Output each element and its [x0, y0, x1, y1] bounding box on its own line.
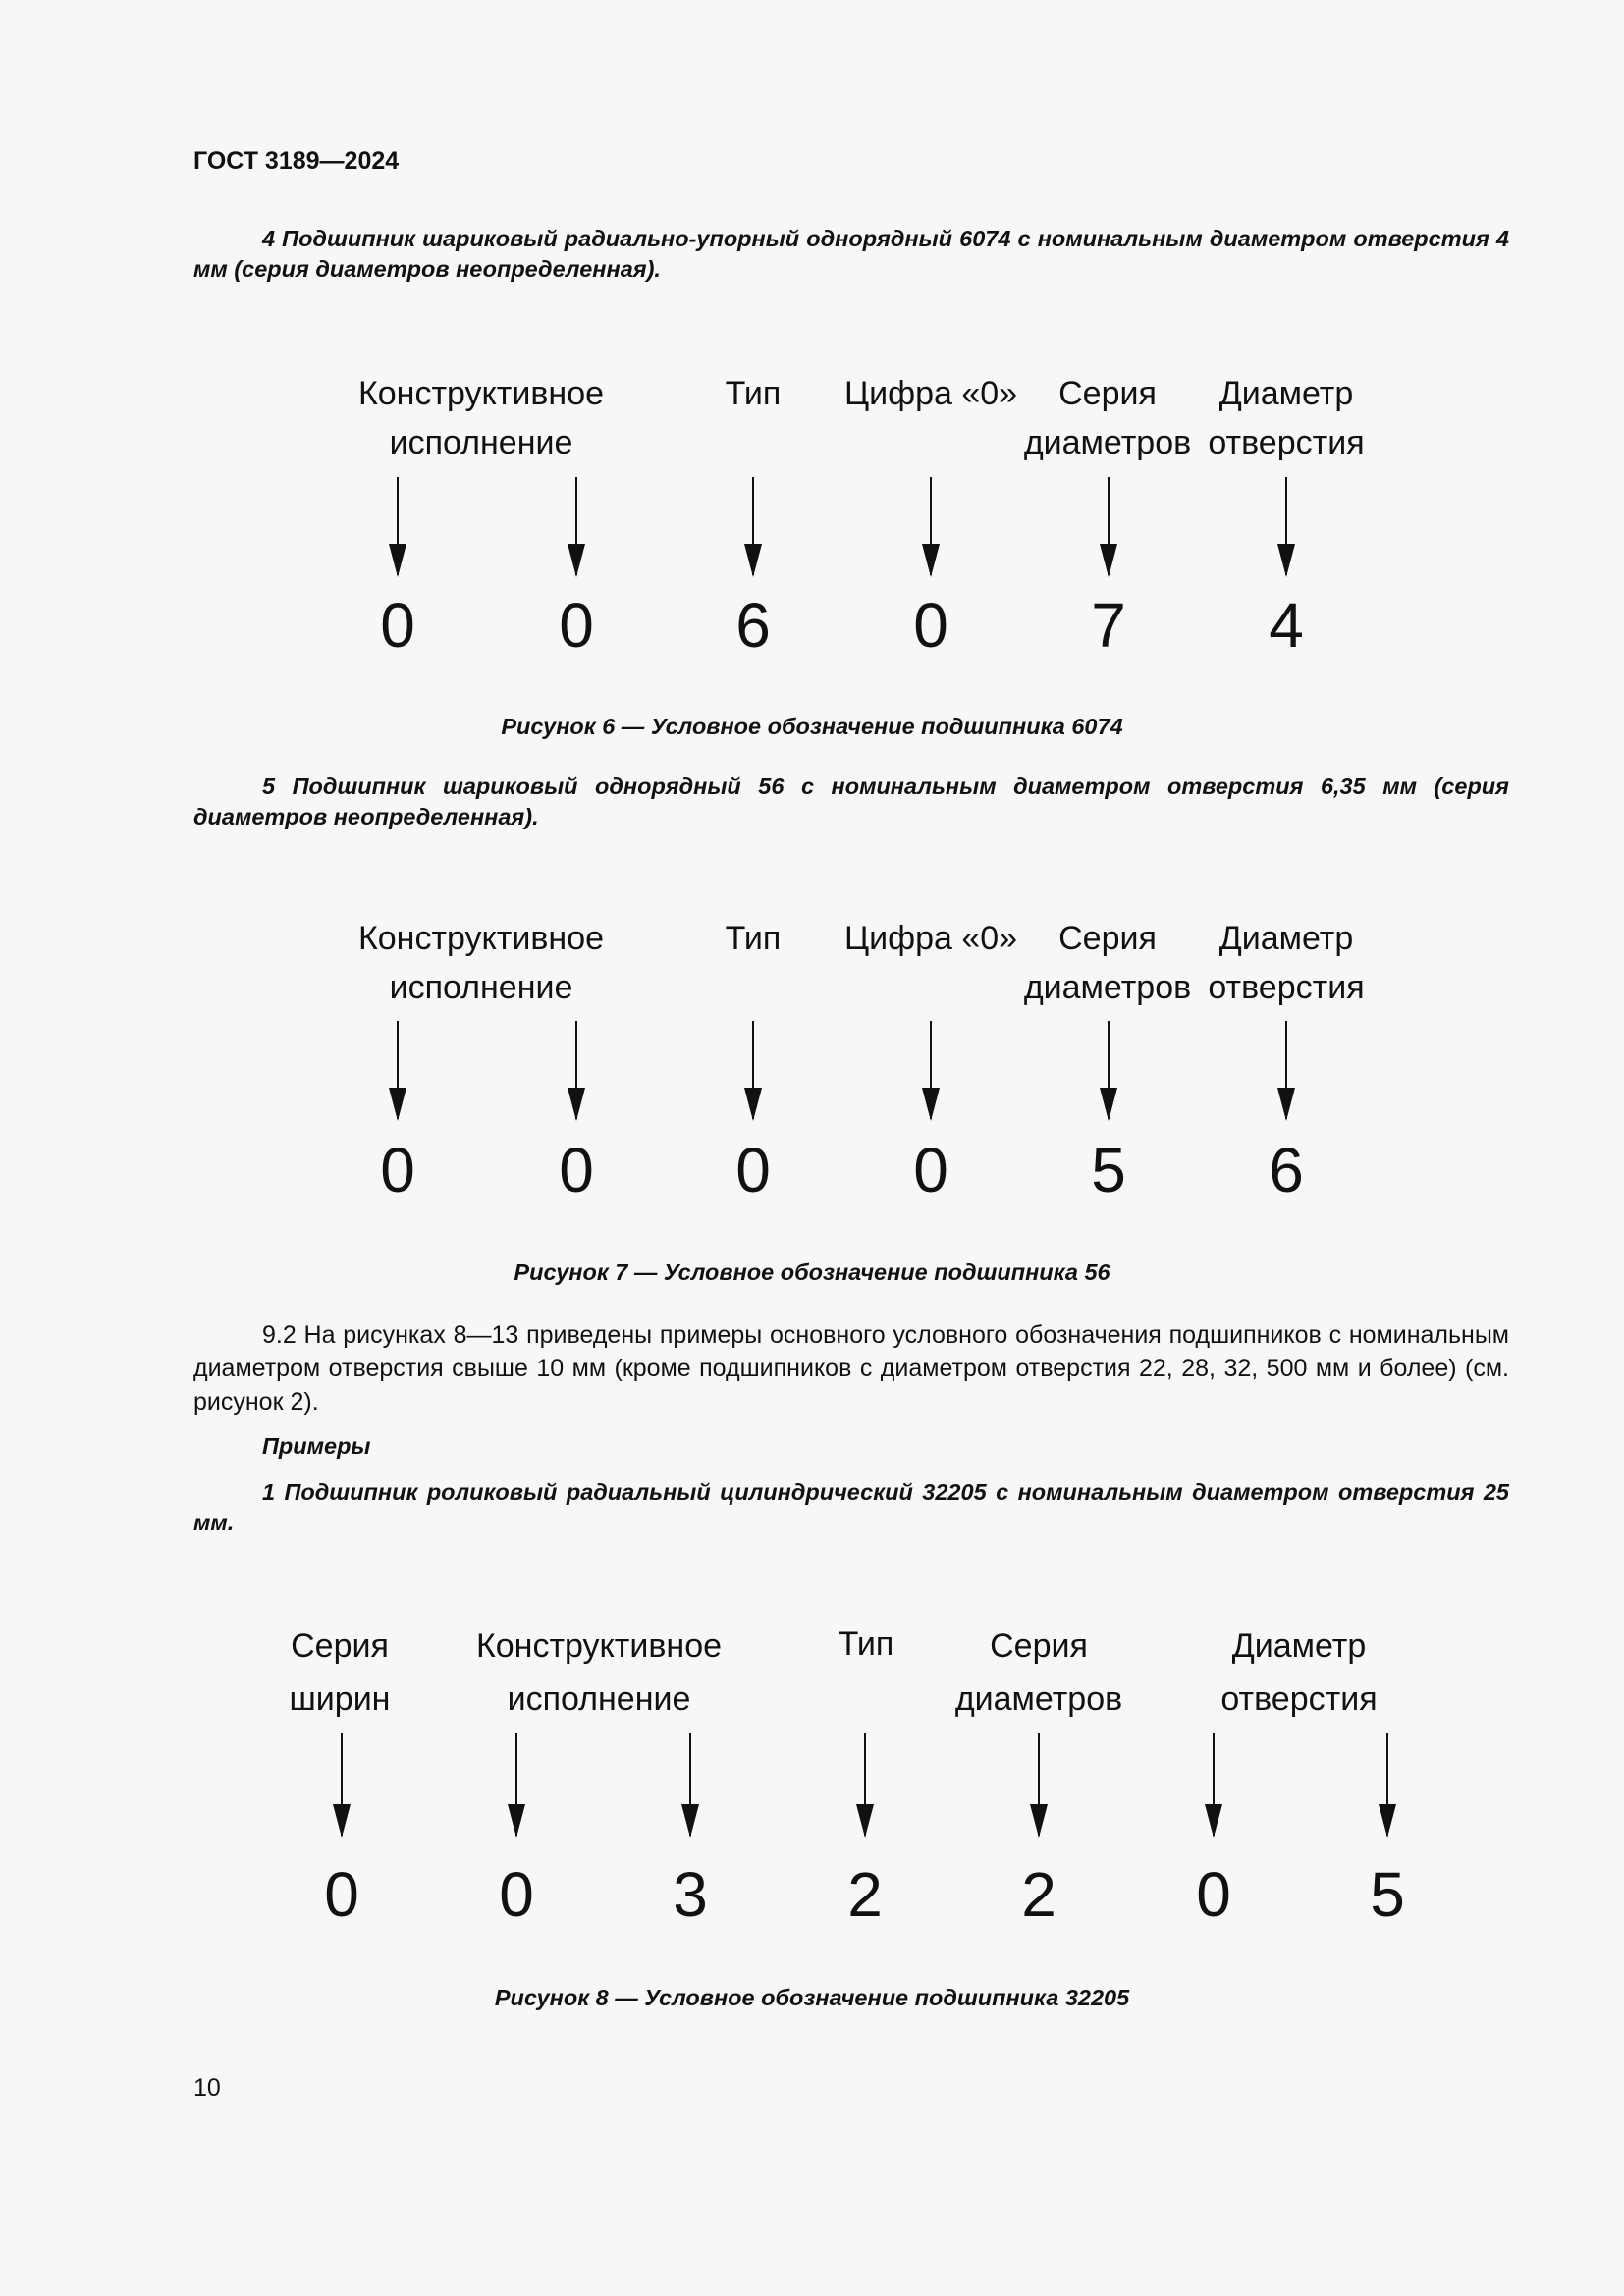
arrow-down-icon [341, 1733, 343, 1836]
digit: 0 [559, 1135, 594, 1205]
label-cifra-0: Цифра «0» [843, 375, 1018, 412]
digit: 0 [324, 1859, 359, 1930]
digit: 0 [913, 590, 948, 661]
label-konstruktivnoe: Конструктивное исполнение [357, 920, 605, 1006]
label-tip: Тип [725, 920, 782, 957]
arrow-down-icon [1285, 1021, 1287, 1119]
label-diametr-otverstiya: Диаметр отверстия [1208, 375, 1365, 461]
label-diametr-otverstiya: Диаметр отверстия [1220, 1628, 1378, 1718]
label-seriya-diametrov: Серия диаметров [1023, 375, 1192, 461]
page-number: 10 [193, 2074, 221, 2102]
arrow-down-icon [575, 1021, 577, 1119]
arrow-down-icon [1038, 1733, 1040, 1836]
label-konstruktivnoe: Конструктивное исполнение [475, 1628, 723, 1718]
digit: 0 [499, 1859, 534, 1930]
label-konstruktivnoe: Конструктивное исполнение [357, 375, 605, 461]
arrow-down-icon [397, 477, 399, 575]
figure-7-caption: Рисунок 7 — Условное обозначение подшипника 56 [514, 1259, 1110, 1285]
label-diametr-otverstiya: Диаметр отверстия [1208, 920, 1365, 1006]
arrow-down-icon [864, 1733, 866, 1836]
arrow-down-icon [1108, 477, 1110, 575]
digit: 3 [673, 1859, 708, 1930]
arrow-down-icon [397, 1021, 399, 1119]
label-tip: Тип [725, 375, 782, 412]
digit: 4 [1269, 590, 1304, 661]
digit: 7 [1091, 590, 1126, 661]
digit: 0 [1196, 1859, 1231, 1930]
arrow-down-icon [689, 1733, 691, 1836]
arrow-down-icon [752, 477, 754, 575]
digit: 2 [1021, 1859, 1056, 1930]
digit: 0 [913, 1135, 948, 1205]
label-cifra-0: Цифра «0» [843, 920, 1018, 957]
arrow-down-icon [930, 1021, 932, 1119]
digit: 0 [735, 1135, 771, 1205]
arrow-down-icon [930, 477, 932, 575]
arrow-down-icon [575, 477, 577, 575]
label-seriya-diametrov: Серия диаметров [954, 1628, 1123, 1718]
example-5-text: 5 Подшипник шариковый однорядный 56 с номинальным диаметром отверстия 6,35 мм (серия диаметров неопределенная). [193, 774, 1509, 829]
digit: 5 [1370, 1859, 1405, 1930]
digit: 6 [735, 590, 771, 661]
example-4-text: 4 Подшипник шариковый радиально-упорный однорядный 6074 с номинальным диаметром отверстия 4 мм (серия диаметров неопределенная). [193, 226, 1509, 282]
document-header: ГОСТ 3189—2024 [193, 147, 400, 175]
arrow-down-icon [1108, 1021, 1110, 1119]
label-seriya-diametrov: Серия диаметров [1023, 920, 1192, 1006]
digit: 2 [847, 1859, 883, 1930]
arrow-down-icon [1285, 477, 1287, 575]
arrow-down-icon [752, 1021, 754, 1119]
digit: 0 [559, 590, 594, 661]
digit: 6 [1269, 1135, 1304, 1205]
figure-8-caption: Рисунок 8 — Условное обозначение подшипника 32205 [494, 1985, 1130, 2010]
figure-6-caption: Рисунок 6 — Условное обозначение подшипника 6074 [501, 714, 1123, 739]
arrow-down-icon [1386, 1733, 1388, 1836]
arrow-down-icon [515, 1733, 517, 1836]
arrow-down-icon [1213, 1733, 1215, 1836]
digit: 0 [380, 1135, 415, 1205]
paragraph-9-2: 9.2 На рисунках 8—13 приведены примеры основного условного обозначения подшипников с номинальным диаметром отверстия свыше 10 мм (кроме подшипников с диаметром отверстия 22, 28, 32, 500 мм и более) (см. рисунок 2). [193, 1321, 1509, 1415]
examples-heading: Примеры [262, 1433, 371, 1459]
digit: 5 [1091, 1135, 1126, 1205]
label-tip: Тип [838, 1626, 894, 1663]
digit: 0 [380, 590, 415, 661]
example-1-text: 1 Подшипник роликовый радиальный цилиндрический 32205 с номинальным диаметром отверстия 25 мм. [193, 1479, 1509, 1535]
label-seriya-shirin: Серия ширин [289, 1628, 391, 1718]
